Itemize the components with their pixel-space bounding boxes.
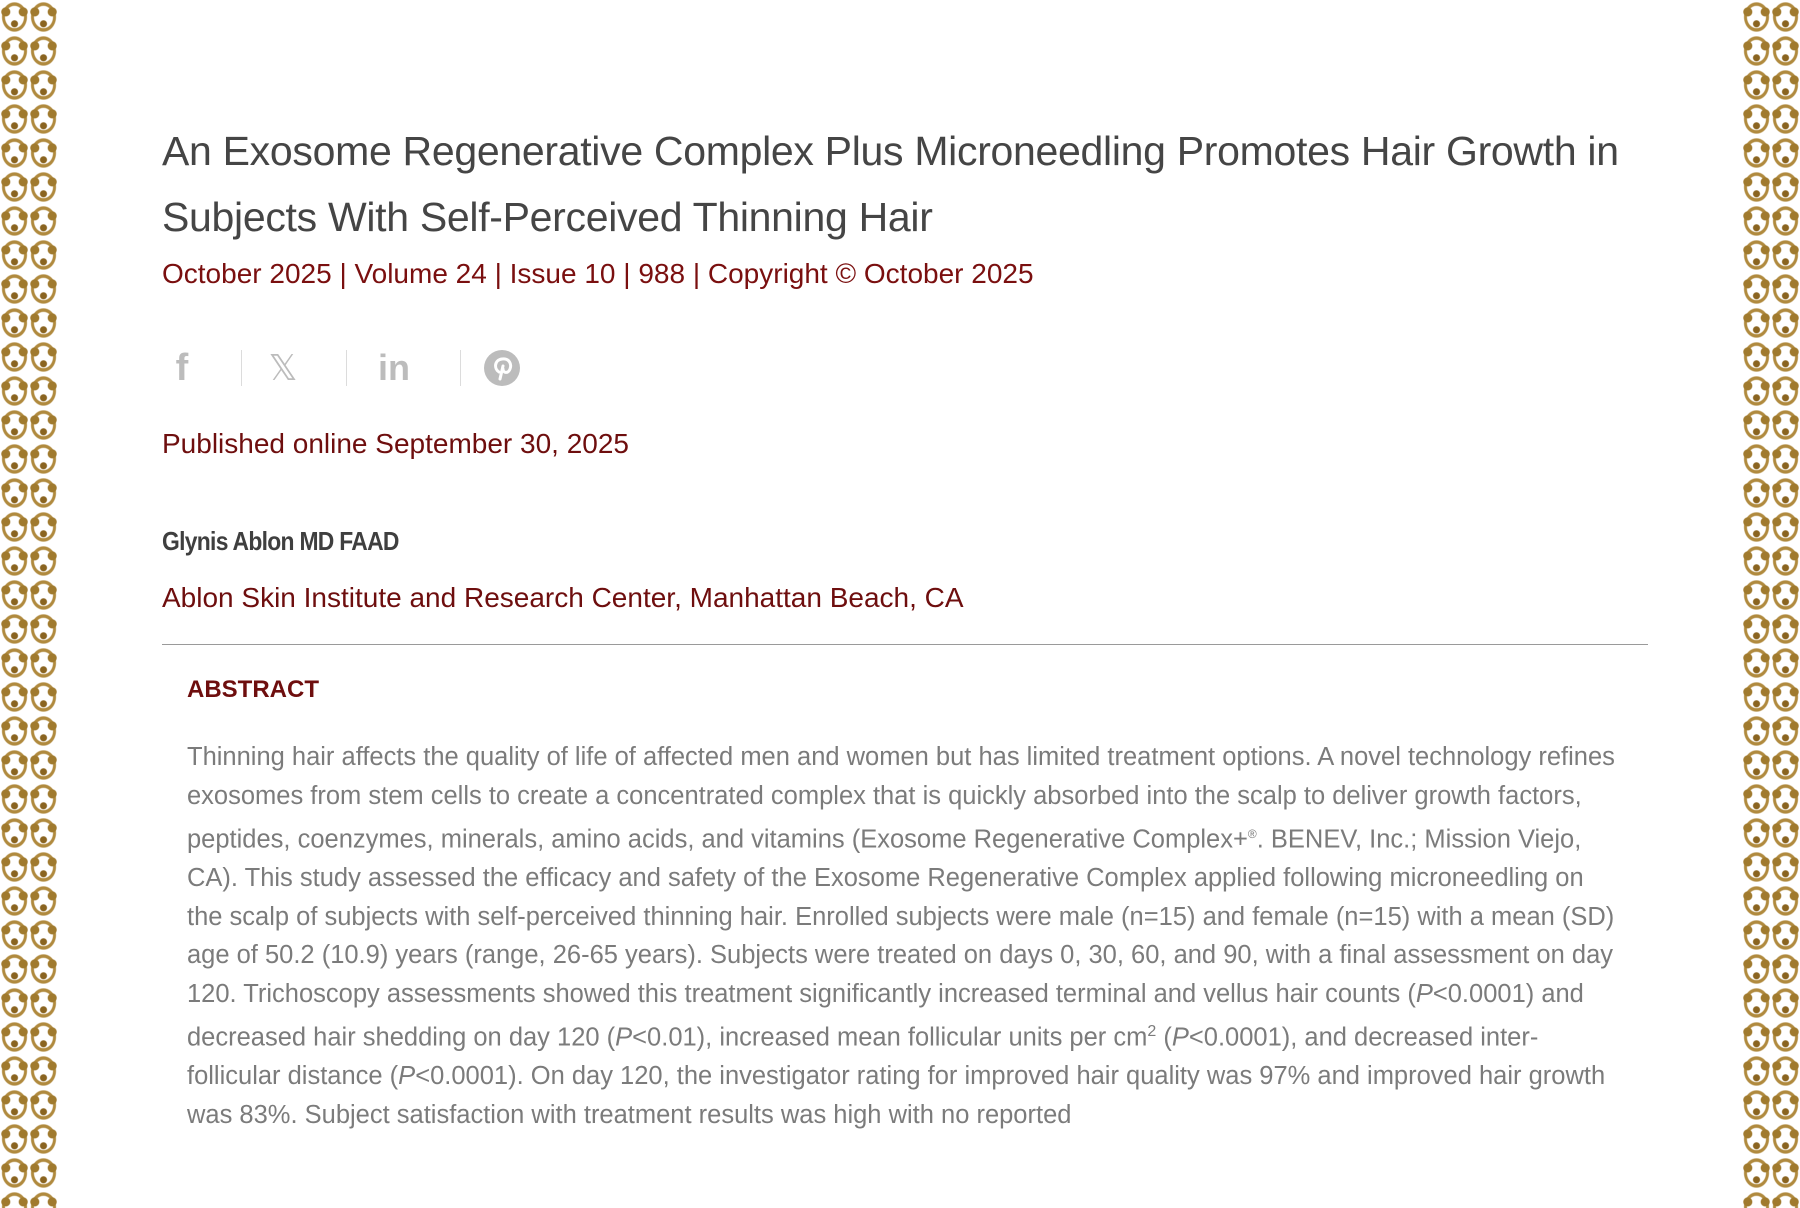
issue-line: October 2025 | Volume 24 | Issue 10 | 988 | Copyright © October 2025 xyxy=(162,258,1034,289)
share-separator xyxy=(346,350,347,386)
p-value-symbol: P xyxy=(398,1062,416,1090)
abstract-heading: ABSTRACT xyxy=(187,676,319,703)
published-date: Published online September 30, 2025 xyxy=(162,428,630,459)
abstract-segment: . BENEV, Inc.; Mission Viejo, CA). This study assessed the efficacy and safety of the Exosome Regenerative Complex applied following microneedling on the scalp of subjects with self-perceived thinning hair. Enrolled subjects were male (n=15) and female (n=15) with a mean (SD) age of 50.2 (10.9) years (range, 26-65 years). Subjects were treated on days 0, 30, 60, and 90, with a final assessment on day 120. Trichoscopy assessments showed this treatment significantly increased terminal and vellus hair counts ( xyxy=(187,825,1615,1008)
linkedin-glyph: in xyxy=(378,347,410,388)
author-name[interactable]: Glynis Ablon MD FAAD xyxy=(162,526,399,556)
share-separator xyxy=(460,350,461,386)
abstract-segment: <0.01), increased mean follicular units per cm xyxy=(632,1023,1148,1052)
author-affiliation: Ablon Skin Institute and Research Center, Manhattan Beach, CA xyxy=(162,582,964,613)
section-divider xyxy=(162,644,1648,645)
article-title: An Exosome Regenerative Complex Plus Microneedling Promotes Hair Growth in Subjects With Self-Perceived Thinning Hair xyxy=(162,128,1619,240)
abstract-segment: ( xyxy=(1156,1023,1172,1052)
abstract-segment: <0.0001), and decreased inter-follicular distance ( xyxy=(187,1023,1539,1090)
superscript-2: 2 xyxy=(1147,1023,1157,1040)
x-twitter-icon[interactable] xyxy=(263,348,303,388)
share-bar xyxy=(162,342,582,394)
abstract-segment: <0.0001) and decreased hair shedding on day 120 ( xyxy=(187,979,1584,1052)
abstract-text xyxy=(187,738,1617,1134)
ornamental-border-right xyxy=(1742,0,1800,1208)
linkedin-icon[interactable] xyxy=(366,348,422,388)
registered-mark: ® xyxy=(1247,827,1257,841)
share-separator xyxy=(241,350,242,386)
abstract-segment: Thinning hair affects the quality of life of affected men and women but has limited treatment options. A novel technology refines exosomes from stem cells to create a concentrated complex that is quickly absorbed into the scalp to deliver growth factors, peptides, coenzymes, minerals, amino acids, and vitamins (Exosome Regenerative Complex+ xyxy=(187,743,1615,854)
ornamental-border-left xyxy=(0,0,58,1208)
p-value-symbol: P xyxy=(1171,1023,1189,1052)
facebook-glyph: f xyxy=(175,346,189,389)
pinterest-icon[interactable] xyxy=(482,348,522,388)
pinterest-glyph xyxy=(482,348,522,388)
facebook-icon[interactable] xyxy=(162,348,202,388)
p-value-symbol: P xyxy=(1415,979,1433,1008)
abstract-segment: <0.0001). On day 120, the investigator rating for improved hair quality was 97% and improved hair growth was 83%. Subject satisfaction with treatment results was high with no reported xyxy=(187,1062,1606,1129)
p-value-symbol: P xyxy=(615,1023,633,1052)
x-glyph: 𝕏 xyxy=(268,347,298,389)
